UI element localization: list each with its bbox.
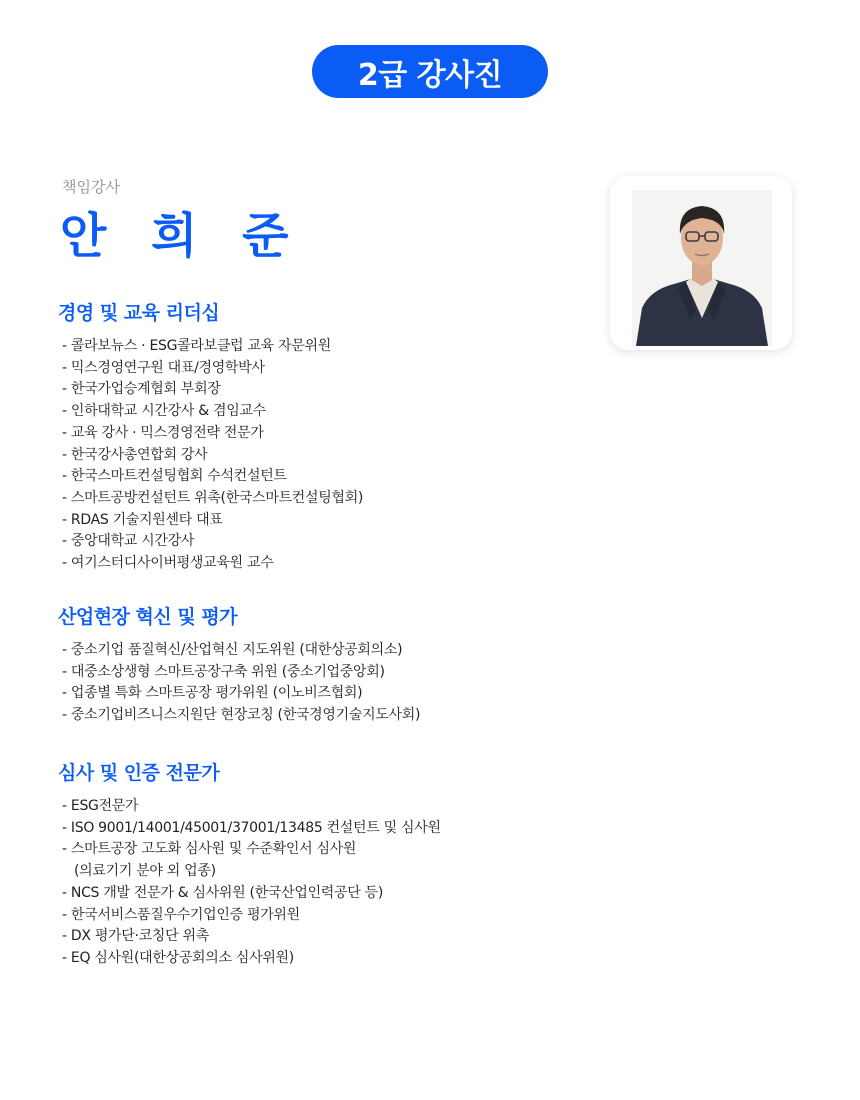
list-item: - 스마트공장 고도화 심사원 및 수준확인서 심사원 — [62, 841, 357, 858]
section-title: 심사 및 인증 전문가 — [58, 762, 220, 784]
role-label: 책임강사 — [62, 178, 120, 196]
section-leadership — [58, 300, 363, 575]
profile-photo — [610, 176, 792, 350]
list-item: - ESG전문가 — [62, 798, 139, 814]
list-item: - 중소기업 품질혁신/산업혁신 지도위원 (대한상공회의소) — [62, 642, 403, 658]
section-title: 경영 및 교육 리더십 — [58, 302, 220, 324]
list-item: - 여기스터디사이버평생교육원 교수 — [62, 555, 274, 572]
list-item: - 대중소상생형 스마트공장구축 위원 (중소기업중앙회) — [62, 663, 385, 680]
list-item: - 중앙대학교 시간강사 — [62, 533, 195, 550]
list-item: - DX 평가단·코칭단 위촉 — [62, 928, 209, 945]
grade-badge-label: 2급 강사진 — [357, 57, 503, 93]
list-item: - 인하대학교 시간강사 & 겸임교수 — [62, 403, 266, 420]
section-industry-innovation — [58, 604, 420, 727]
instructor-name: 안 희 준 — [60, 208, 303, 264]
list-item: - 한국스마트컨설팅협회 수석컨설턴트 — [62, 468, 287, 485]
list-item: - 한국서비스품질우수기업인증 평가위원 — [62, 906, 300, 923]
item-list — [58, 336, 363, 575]
list-item: - EQ 심사원(대한상공회의소 심사위원) — [62, 949, 294, 966]
list-item: - RDAS 기술지원센타 대표 — [62, 511, 223, 528]
list-item: - 믹스경영연구원 대표/경영학박사 — [62, 359, 265, 376]
grade-badge — [312, 45, 548, 98]
item-list — [58, 640, 420, 727]
list-item-continuation: (의료기기 분야 외 업종) — [74, 863, 216, 880]
list-item: - 한국가업승계협회 부회장 — [62, 381, 221, 398]
list-item: - 한국강사총연합회 강사 — [62, 446, 208, 463]
list-item: - ISO 9001/14001/45001/37001/13485 컨설턴트 및 심사원 — [62, 819, 441, 836]
list-item: - 교육 강사 · 믹스경영전략 전문가 — [62, 424, 264, 441]
list-item: - 업종별 특화 스마트공장 평가위원 (이노비즈협회) — [62, 685, 363, 702]
list-item: - 콜라보뉴스 · ESG콜라보클럽 교육 자문위원 — [62, 338, 331, 354]
list-item: - 중소기업비즈니스지원단 현장코칭 (한국경영기술지도사회) — [62, 707, 421, 724]
section-certification — [58, 760, 441, 970]
section-title: 산업현장 혁신 및 평가 — [58, 606, 238, 628]
item-list — [58, 796, 441, 970]
list-item: - NCS 개발 전문가 & 심사위원 (한국산업인력공단 등) — [62, 884, 384, 901]
list-item: - 스마트공방컨설턴트 위촉(한국스마트컨설팅협회) — [62, 489, 364, 506]
portrait-image — [632, 190, 772, 346]
